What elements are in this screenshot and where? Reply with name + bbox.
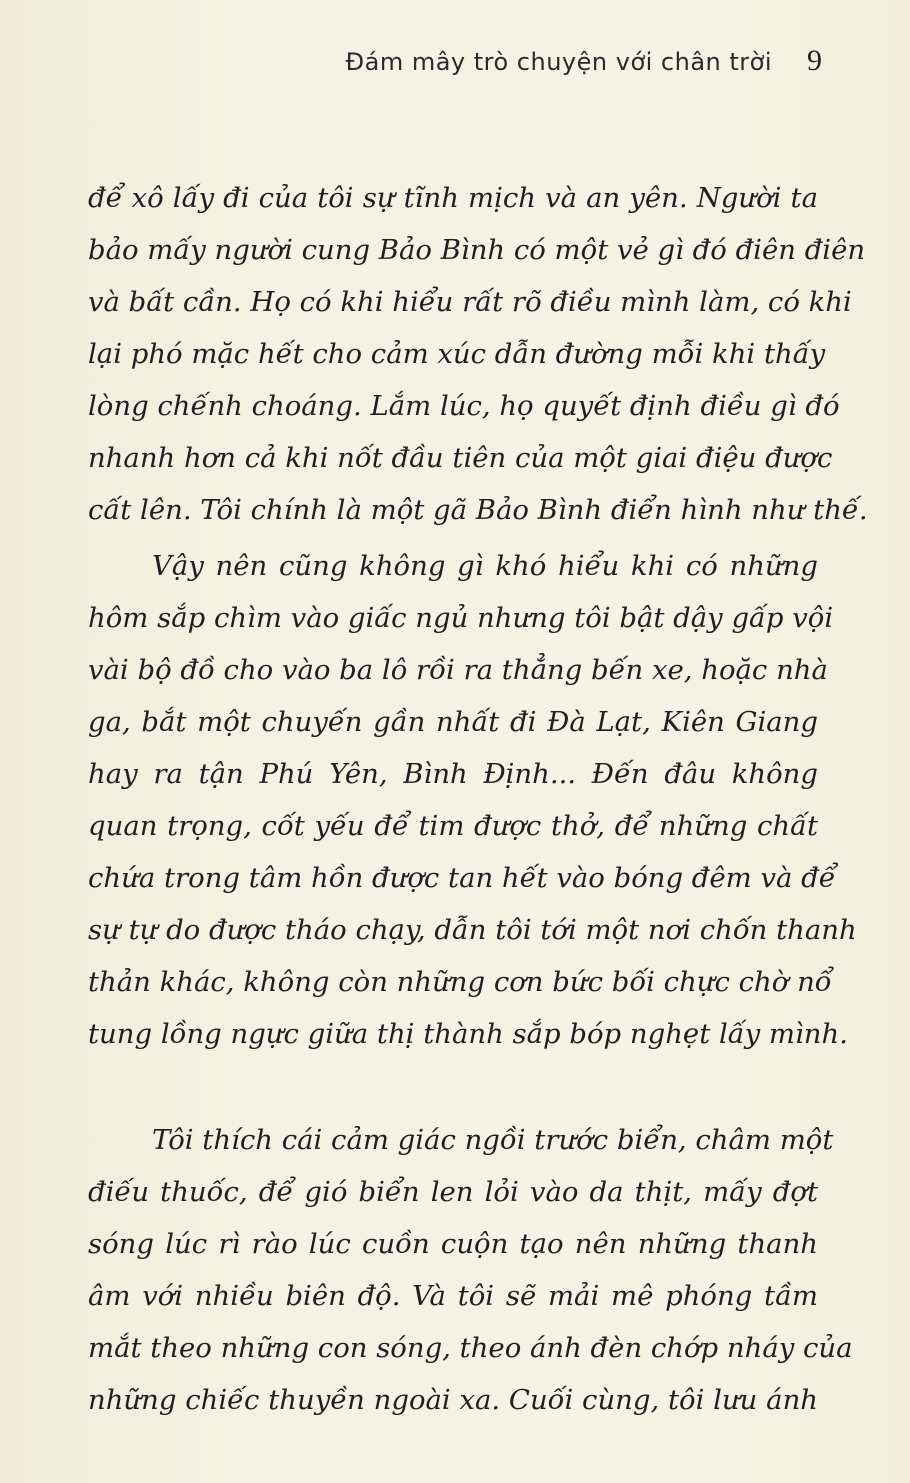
text-line: và bất cần. Họ có khi hiểu rất rõ điều mình làm, có khi (88, 286, 852, 318)
text-line: mắt theo những con sóng, theo ánh đèn chớp nháy của (88, 1332, 853, 1364)
text-line: Vậy nên cũng không gì khó hiểu khi có những (152, 550, 818, 582)
text-line: điếu thuốc, để gió biển len lỏi vào da thịt, mấy đợt (88, 1176, 818, 1208)
text-line: Tôi thích cái cảm giác ngồi trước biển, châm một (152, 1124, 834, 1156)
text-line: vài bộ đồ cho vào ba lô rồi ra thẳng bến xe, hoặc nhà (88, 654, 828, 686)
text-line: cất lên. Tôi chính là một gã Bảo Bình điển hình như thế. (88, 494, 868, 526)
text-line: nhanh hơn cả khi nốt đầu tiên của một giai điệu được (88, 442, 833, 474)
running-title: Đám mây trò chuyện với chân trời (345, 48, 772, 76)
text-line: ga, bắt một chuyến gần nhất đi Đà Lạt, Kiên Giang (88, 706, 818, 738)
text-line: sự tự do được tháo chạy, dẫn tôi tới một nơi chốn thanh (88, 914, 857, 946)
paragraph-2 (88, 540, 857, 1060)
text-line: âm với nhiều biên độ. Và tôi sẽ mải mê phóng tầm (88, 1280, 818, 1312)
text-line: thản khác, không còn những cơn bức bối chực chờ nổ (88, 966, 832, 998)
text-line: tung lồng ngực giữa thị thành sắp bóp nghẹt lấy mình. (88, 1018, 848, 1050)
text-line: sóng lúc rì rào lúc cuồn cuộn tạo nên những thanh (88, 1228, 818, 1260)
page-number: 9 (807, 44, 822, 77)
text-line: lại phó mặc hết cho cảm xúc dẫn đường mỗi khi thấy (88, 338, 826, 370)
text-line: hôm sắp chìm vào giấc ngủ nhưng tôi bật dậy gấp vội (88, 602, 834, 634)
text-line: hay ra tận Phú Yên, Bình Định... Đến đâu không (88, 758, 818, 790)
paragraph-3 (88, 1114, 853, 1426)
text-line: lòng chếnh choáng. Lắm lúc, họ quyết định điều gì đó (88, 390, 840, 422)
running-head (346, 48, 818, 76)
paragraph-1 (88, 172, 868, 536)
text-line: để xô lấy đi của tôi sự tĩnh mịch và an yên. Người ta (88, 182, 818, 214)
text-line: những chiếc thuyền ngoài xa. Cuối cùng, tôi lưu ánh (88, 1384, 818, 1416)
text-line: chứa trong tâm hồn được tan hết vào bóng đêm và để (88, 862, 836, 894)
text-line: quan trọng, cốt yếu để tim được thở, để những chất (88, 810, 818, 842)
text-line: bảo mấy người cung Bảo Bình có một vẻ gì đó điên điên (88, 234, 866, 266)
